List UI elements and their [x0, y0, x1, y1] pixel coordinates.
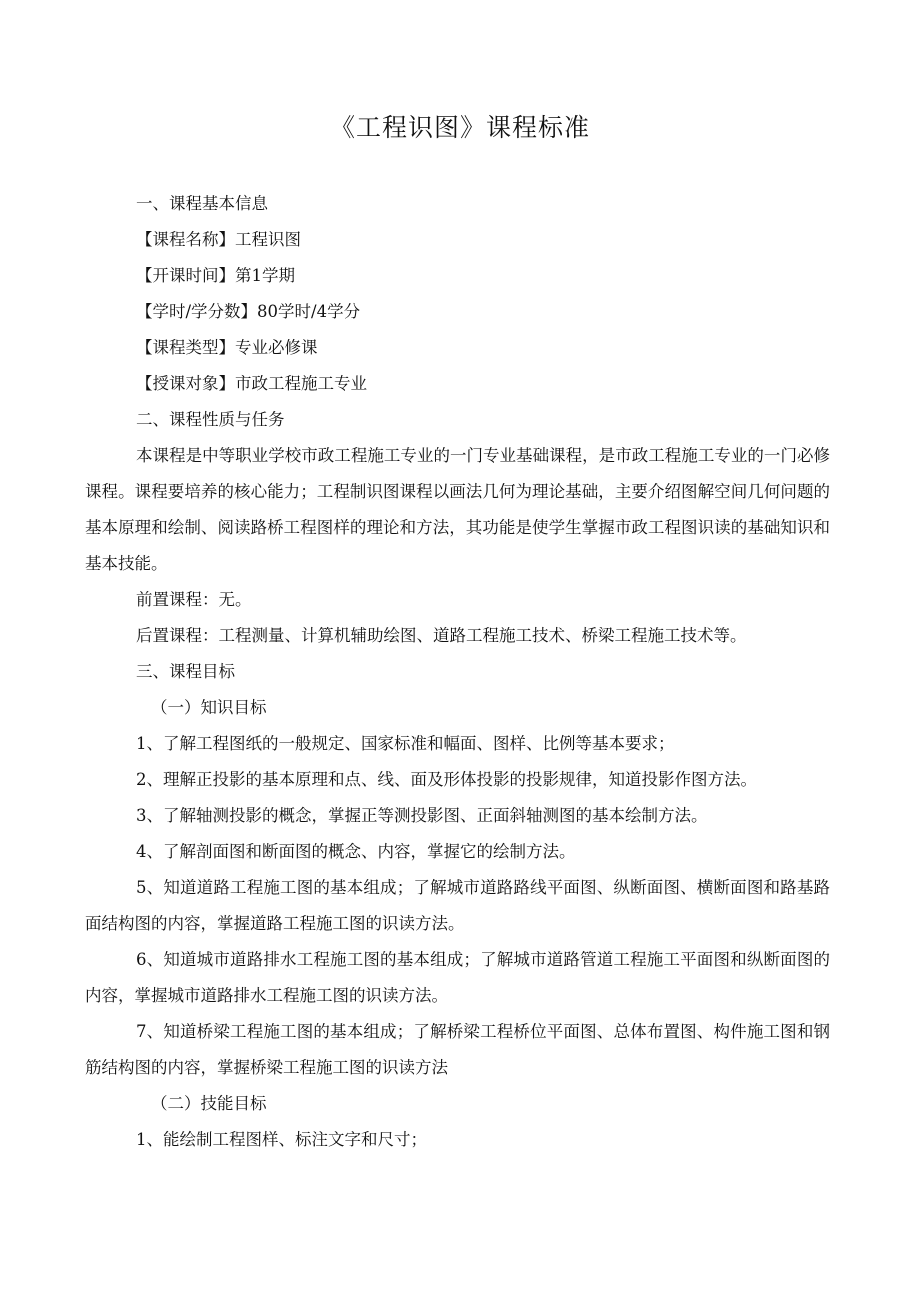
section-heading-nature-task: 二、课程性质与任务 [136, 410, 285, 429]
knowledge-objective-2: 2、理解正投影的基本原理和点、线、面及形体投影的投影规律，知道投影作图方法。 [136, 770, 757, 789]
course-hours-credits-line: 【学时/学分数】80学时/4学分 [136, 302, 361, 321]
section-heading-basic-info: 一、课程基本信息 [136, 194, 268, 213]
knowledge-objective-5: 5、知道道路工程施工图的基本组成；了解城市道路路线平面图、纵断面图、横断面图和路基路面结构图的内容，掌握道路工程施工图的识读方法。 [85, 878, 830, 933]
course-time-line: 【开课时间】第1学期 [136, 266, 295, 285]
course-nature-paragraph: 本课程是中等职业学校市政工程施工专业的一门专业基础课程，是市政工程施工专业的一门必修课程。课程要培养的核心能力；工程制识图课程以画法几何为理论基础，主要介绍图解空间几何问题的基本原理和绘制、阅读路桥工程图样的理论和方法，其功能是使学生掌握市政工程图识读的基础知识和基本技能。 [85, 446, 830, 573]
knowledge-objective-4: 4、了解剖面图和断面图的概念、内容，掌握它的绘制方法。 [136, 842, 576, 861]
course-name-line: 【课程名称】工程识图 [136, 230, 301, 249]
subheading-knowledge-objectives: （一）知识目标 [151, 698, 267, 717]
knowledge-objective-1: 1、了解工程图纸的一般规定、国家标准和幅面、图样、比例等基本要求； [136, 734, 675, 753]
knowledge-objective-6: 6、知道城市道路排水工程施工图的基本组成；了解城市道路管道工程施工平面图和纵断面图的内容，掌握城市道路排水工程施工图的识读方法。 [85, 950, 830, 1005]
knowledge-objective-7: 7、知道桥梁工程施工图的基本组成；了解桥梁工程桥位平面图、总体布置图、构件施工图和钢筋结构图的内容，掌握桥梁工程施工图的识读方法 [85, 1022, 830, 1077]
course-type-line: 【课程类型】专业必修课 [136, 338, 318, 357]
document-title: 《工程识图》课程标准 [329, 113, 590, 142]
section-heading-objectives: 三、课程目标 [136, 662, 235, 681]
course-audience-line: 【授课对象】市政工程施工专业 [136, 374, 367, 393]
document-body [85, 186, 830, 1158]
subheading-skill-objectives: （二）技能目标 [151, 1094, 267, 1113]
knowledge-objective-3: 3、了解轴测投影的概念，掌握正等测投影图、正面斜轴测图的基本绘制方法。 [136, 806, 708, 825]
skill-objective-1: 1、能绘制工程图样、标注文字和尺寸； [136, 1130, 427, 1149]
follow-up-courses-line: 后置课程：工程测量、计算机辅助绘图、道路工程施工技术、桥梁工程施工技术等。 [136, 626, 747, 645]
prerequisite-line: 前置课程：无。 [136, 590, 252, 609]
